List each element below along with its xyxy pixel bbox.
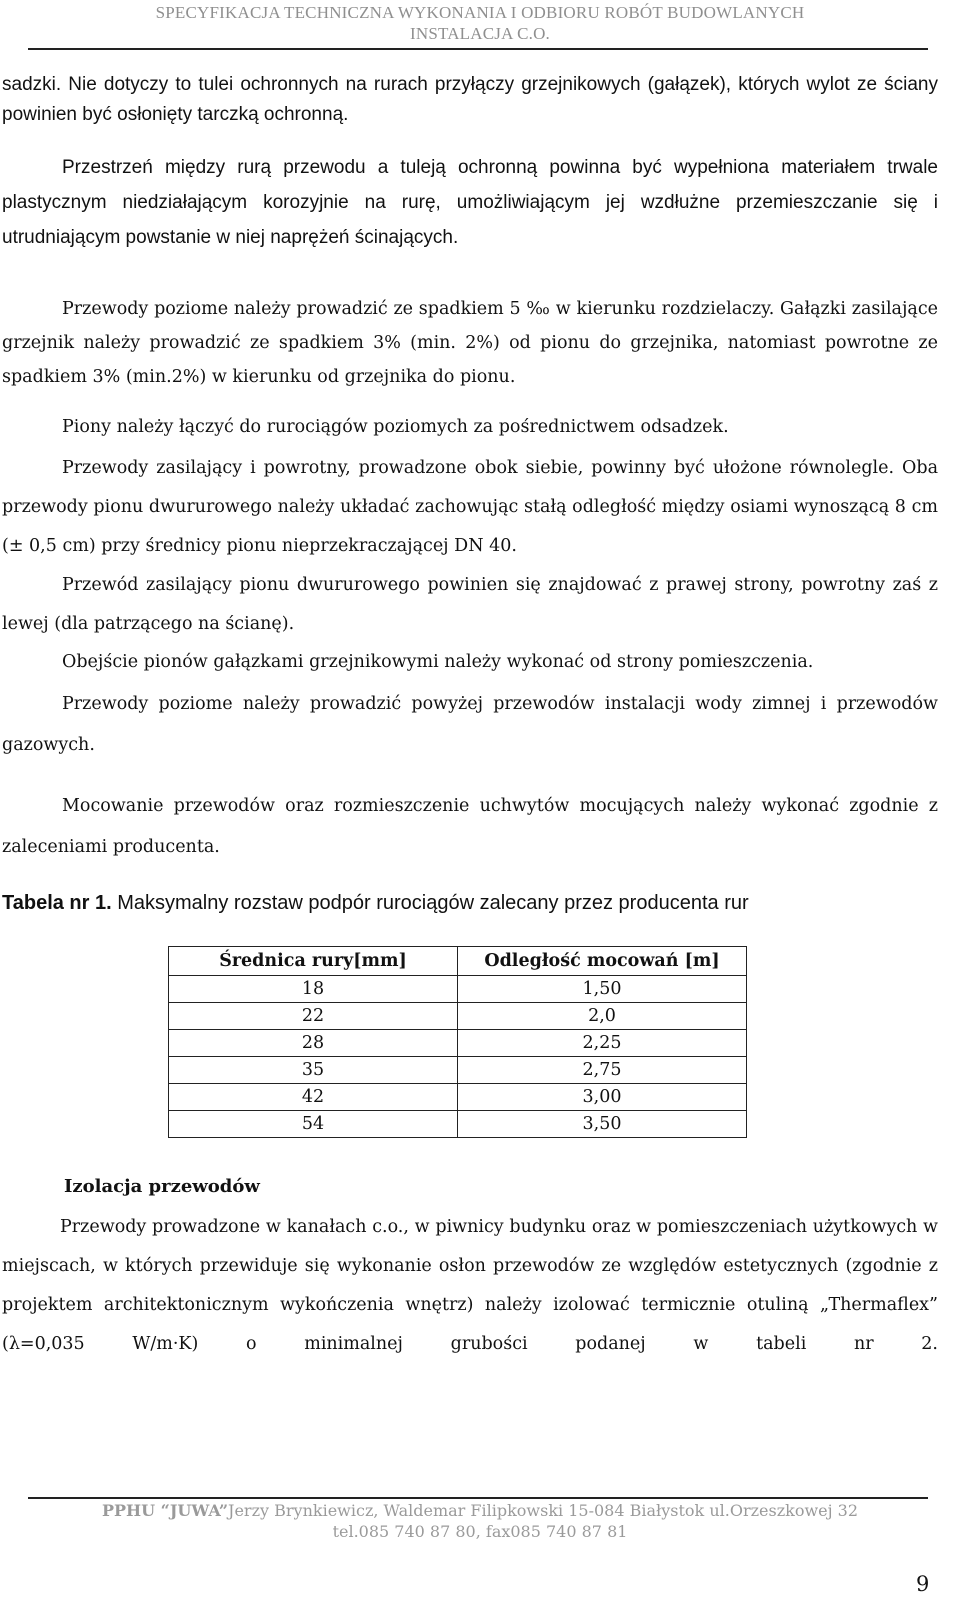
- table-row: [169, 1111, 747, 1138]
- paragraph-horizontal-pipes: Przewody poziome należy prowadzić powyżej przewodów instalacji wody zimnej i przewodów gazowych.: [2, 694, 938, 755]
- page-footer: [20, 1500, 940, 1542]
- table-row: [169, 1030, 747, 1057]
- table-header-row: [169, 947, 747, 976]
- table-row: [169, 1003, 747, 1030]
- table-cell-diameter: 35: [169, 1057, 458, 1084]
- page-header: [20, 2, 940, 44]
- column-header-diameter: Średnica rury[mm]: [169, 947, 458, 976]
- table-cell-spacing: 2,75: [458, 1057, 747, 1084]
- support-spacing-table: [168, 946, 747, 1138]
- paragraph-sleeve-filling: Przestrzeń między rurą przewodu a tuleją ochronną powinna być wypełniona materiałem trwale plastycznym niedziałającym korozyjnie na rurę, umożliwiającym jej wzdłużne przemieszczanie się i utrudniającym powstanie w niej naprężeń ścinających.: [2, 157, 938, 248]
- table-cell-spacing: 1,50: [458, 976, 747, 1003]
- table-cell-diameter: 18: [169, 976, 458, 1003]
- table-row: [169, 1084, 747, 1111]
- paragraph-sleeves: sadzki. Nie dotyczy to tulei ochronnych na rurach przyłączy grzejnikowych (gałązek), których wylot ze ściany powinien być osłonięty tarczką ochronną.: [2, 74, 938, 125]
- table-cell-spacing: 3,50: [458, 1111, 747, 1138]
- table-cell-diameter: 28: [169, 1030, 458, 1057]
- table-cell-spacing: 3,00: [458, 1084, 747, 1111]
- paragraph-risers: Piony należy łączyć do rurociągów poziomych za pośrednictwem odsadzek.: [62, 417, 729, 437]
- paragraph-bypass: Obejście pionów gałązkami grzejnikowymi należy wykonać od strony pomieszczenia.: [62, 652, 814, 672]
- header-divider: [28, 48, 928, 50]
- table-row: [169, 976, 747, 1003]
- paragraph-mounting: Mocowanie przewodów oraz rozmieszczenie uchwytów mocujących należy wykonać zgodnie z zaleceniami producenta.: [2, 796, 938, 857]
- footer-contact-line: tel.085 740 87 80, fax085 740 87 81: [332, 1522, 628, 1541]
- page-number: 9: [916, 1572, 930, 1596]
- table-cell-diameter: 22: [169, 1003, 458, 1030]
- table-caption-label: Tabela nr 1.: [2, 892, 112, 914]
- table-caption: [2, 892, 938, 915]
- column-header-spacing: Odległość mocowań [m]: [458, 947, 747, 976]
- table-cell-diameter: 42: [169, 1084, 458, 1111]
- footer-company-name: PPHU “JUWA”: [101, 1501, 229, 1520]
- paragraph-insulation: Przewody prowadzone w kanałach c.o., w piwnicy budynku oraz w pomieszczeniach użytkowych w miejscach, w których przewiduje się wykonanie osłon przewodów ze względów estetycznych (zgodnie z projektem architektonicznym wykończenia wnętrz) należy izolować termicznie otuliną „Thermaflex” (λ=0,035 W/m·K) o minimalnej grubości podanej w tabeli nr 2.: [2, 1217, 938, 1354]
- table-row: [169, 1057, 747, 1084]
- paragraph-supply-side: Przewód zasilający pionu dwururowego powinien się znajdować z prawej strony, powrotny zaś z lewej (dla patrzącego na ścianę).: [2, 575, 938, 634]
- table-cell-spacing: 2,0: [458, 1003, 747, 1030]
- table-cell-spacing: 2,25: [458, 1030, 747, 1057]
- footer-company-details: Jerzy Brynkiewicz, Waldemar Filipkowski 15-084 Białystok ul.Orzeszkowej 32: [228, 1501, 859, 1520]
- footer-company-line: [20, 1500, 940, 1521]
- paragraph-slopes: Przewody poziome należy prowadzić ze spadkiem 5 ‰ w kierunku rozdzielaczy. Gałązki zasilające grzejnik należy prowadzić ze spadkiem 3% (min. 2%) od pionu do grzejnika, natomiast powrotne ze spadkiem 3% (min.2%) w kierunku od grzejnika do pionu.: [2, 299, 938, 387]
- paragraph-parallel-pipes: Przewody zasilający i powrotny, prowadzone obok siebie, powinny być ułożone równolegle. Oba przewody pionu dwururowego należy układać zachowując stałą odległość między osiami wynoszącą 8 cm (± 0,5 cm) przy średnicy pionu nieprzekraczającej DN 40.: [2, 458, 938, 556]
- table-cell-diameter: 54: [169, 1111, 458, 1138]
- table-caption-text: Maksymalny rozstaw podpór rurociągów zalecany przez producenta rur: [117, 892, 749, 914]
- section-heading-insulation: Izolacja przewodów: [64, 1176, 260, 1197]
- footer-divider: [28, 1497, 928, 1499]
- header-subtitle: INSTALACJA C.O.: [409, 24, 550, 43]
- header-title: SPECYFIKACJA TECHNICZNA WYKONANIA I ODBIORU ROBÓT BUDOWLANYCH: [155, 3, 805, 22]
